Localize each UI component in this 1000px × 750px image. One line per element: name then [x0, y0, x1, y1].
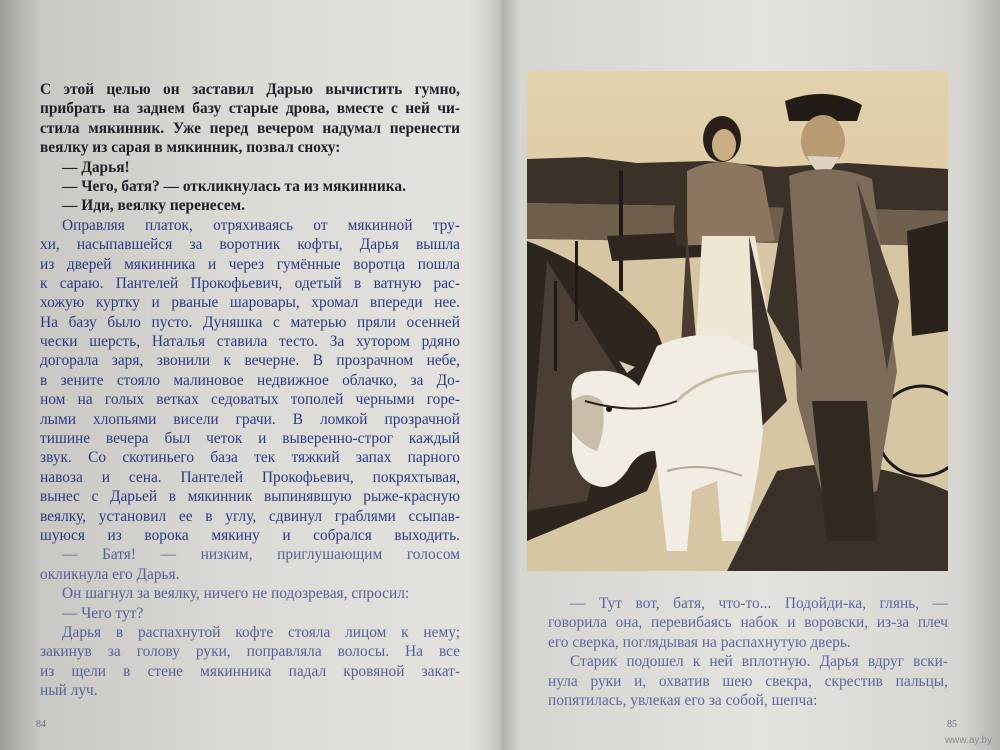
text-line: из щели в стене мякинника падал кровяной закат- [40, 662, 460, 680]
text-line: Старик подошел к ней вплотную. Дарья вдруг вски- [570, 653, 948, 671]
text-line: — Иди, веялку перенесем. [62, 197, 246, 215]
right-page [548, 594, 948, 710]
engraving-illustration [527, 71, 948, 571]
page-number-left: 84 [36, 719, 46, 730]
text-line: веялку из сарая в мякинник, позвал сноху: [40, 139, 341, 157]
text-line: — Дарья! [62, 158, 130, 176]
text-line: навоза и сена. Пантелей Прокофьевич, покряхтывая, [40, 468, 460, 486]
text-line: ном на голых ветках седоватых тополей черными горе- [40, 391, 460, 409]
left-page [40, 80, 460, 701]
text-line: лыми хлопьями висели грачи. В ломкой прозрачной [40, 410, 460, 428]
text-line: — Чего тут? [62, 604, 144, 622]
text-line: стила мякинник. Уже перед вечером надумал перенести [40, 119, 460, 137]
text-line: в зените стояло малиновое недвижное облачко, за До- [40, 371, 460, 389]
text-line: к сараю. Пантелей Прокофьевич, одетый в ватную рас- [40, 274, 460, 292]
text-line: чески шерсть, Наталья ставила тесто. За хутором рдяно [40, 333, 460, 351]
text-line: из дверей мякинника и через гумённые воротца пошла [40, 255, 460, 273]
text-line: догорала заря, звонили к вечерне. В прозрачном небе, [40, 352, 460, 370]
illustration [527, 71, 948, 571]
text-line: шуюся из ворока мякину и собрался выходить. [40, 526, 460, 544]
watermark: www.ay.by [944, 735, 992, 746]
text-line: Дарья в распахнутой кофте стояла лицом к нему; [62, 623, 460, 641]
text-line: Он шагнул за веялку, ничего не подозревая, спросил: [62, 585, 410, 603]
text-line: ный луч. [40, 682, 98, 700]
text-line: попятилась, увлекая его за собой, шепча: [548, 691, 818, 709]
text-line: На базу было пусто. Дуняшка с матерью пряли осенней [40, 313, 460, 331]
text-line: хожую куртку и рваные шаровары, хромал впереди нее. [40, 294, 460, 312]
text-line: вынес с Дарьей в мякинник выпинявшую рыже-красную [40, 488, 460, 506]
page-number-right: 85 [947, 719, 957, 730]
text-line: Оправляя платок, отряхиваясь от мякинной тру- [62, 216, 460, 234]
text-line: — Чего, батя? — откликнулась та из мякинника. [62, 177, 406, 195]
text-line: закинув за голову руки, поправляла волосы. На все [40, 643, 460, 661]
text-line: звук. Со скотиньего база тек тяжкий запах парного [40, 449, 460, 467]
text-line: его сверка, поглядывая на распахнутую дверь. [548, 633, 851, 651]
text-line: говорила она, перевибаясь набок и воровски, из-за плеч [548, 614, 948, 632]
text-line: окликнула его Дарья. [40, 565, 180, 583]
text-line: — Тут вот, батя, что-то... Подойди-ка, глянь, — [570, 595, 948, 612]
text-line: хи, насыпавшейся за воротник кофты, Дарья вышла [40, 236, 460, 254]
text-line: тишине вечера был четок и выверенно-строг каждый [40, 430, 460, 448]
text-line: веялку, установил ее в углу, сдвинул граблями ссыпав- [40, 507, 460, 525]
text-line: нула руки и, охватив шею свекра, скрестив пальцы, [548, 672, 948, 690]
text-line: прибрать на заднем базу старые дрова, вместе с ней чи- [40, 100, 460, 118]
text-line: — Батя! — низким, приглушающим голосом [62, 546, 460, 564]
text-line: С этой целью он заставил Дарью вычистить гумно, [40, 81, 460, 98]
